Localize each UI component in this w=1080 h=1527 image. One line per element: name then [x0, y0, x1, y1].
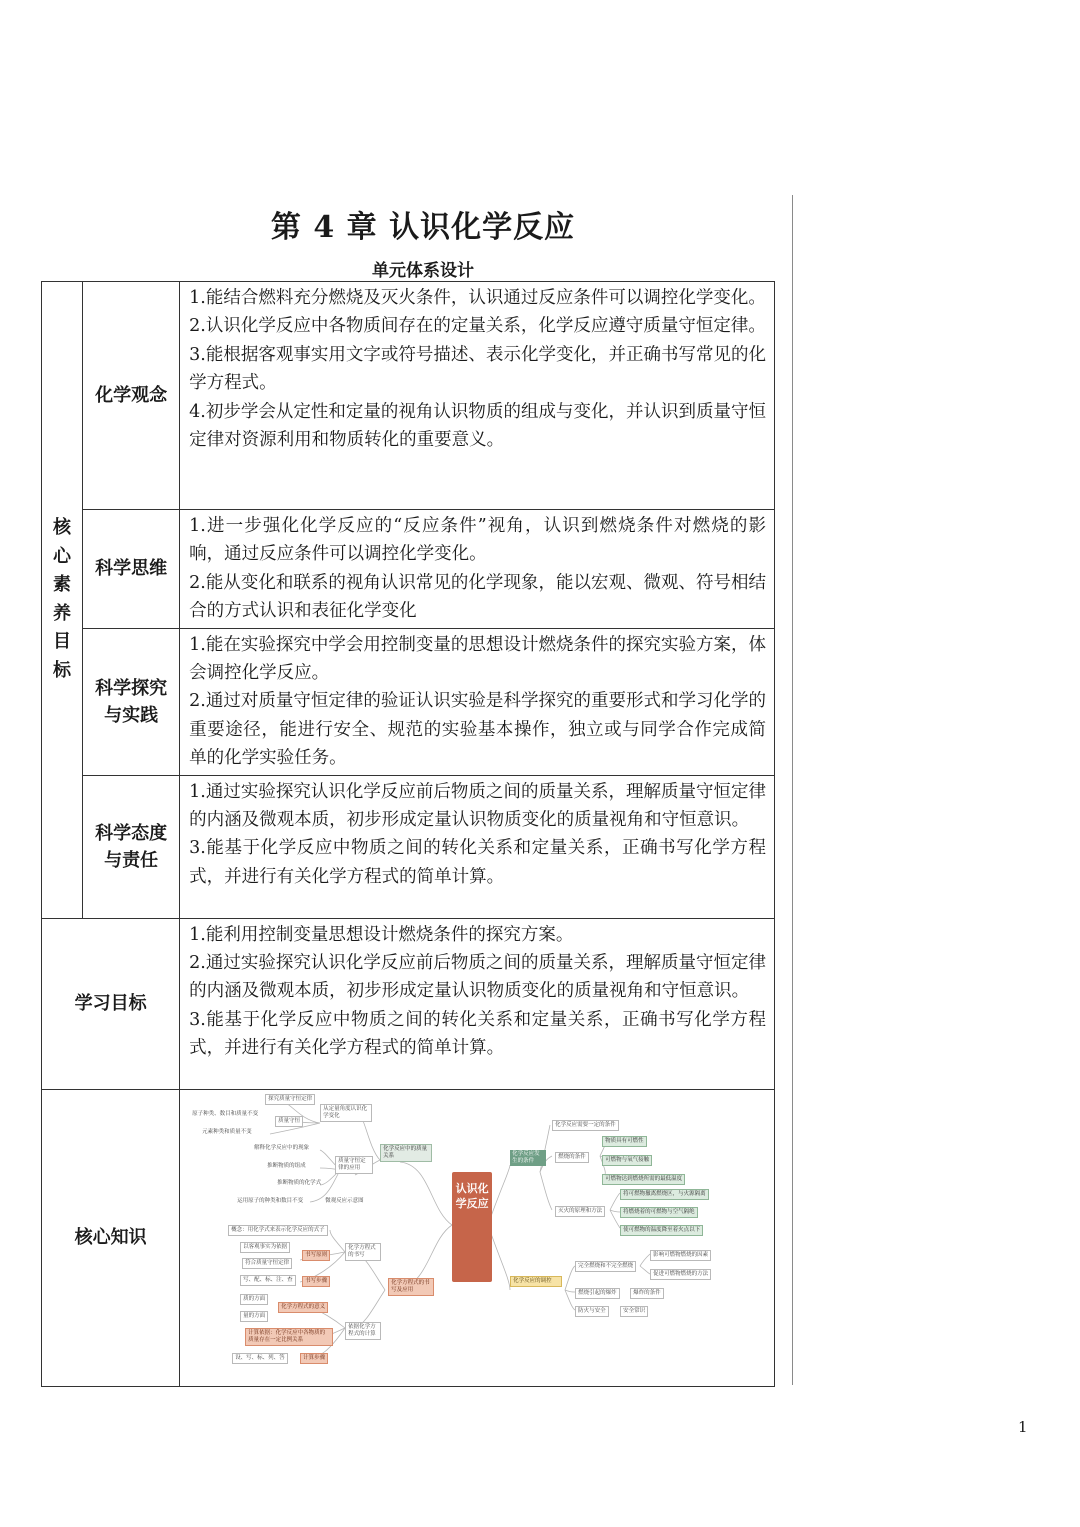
- mindmap-node: 元素种类和质量不变: [202, 1128, 252, 1135]
- mindmap-node: 可燃物达到燃烧所需的最低温度: [602, 1174, 685, 1185]
- table-row: [42, 918, 775, 1089]
- mindmap-node: 写、配、标、注、查: [240, 1275, 296, 1286]
- category-learning-goals: 学习目标: [42, 918, 180, 1089]
- mindmap-node: 推断物质的组成: [267, 1162, 306, 1169]
- core-literacy-label: 核 心 素 养 目 标: [42, 282, 83, 919]
- mindmap-node: 爆炸的条件: [630, 1288, 664, 1299]
- mindmap-control-branch: 化学反应的调控: [510, 1276, 562, 1287]
- mindmap-node: 设、写、标、列、答: [232, 1353, 288, 1364]
- page-number: 1: [1018, 1418, 1028, 1436]
- mindmap-node: 将燃烧着的可燃物与空气隔绝: [620, 1207, 698, 1218]
- page-divider-line: [792, 195, 793, 1385]
- mindmap-node: 解释化学反应中的现象: [254, 1144, 310, 1151]
- mindmap-node: 计算依据：化学反应中各物质的质量存在一定比例关系: [245, 1328, 333, 1346]
- category-core-knowledge: 核心知识: [42, 1089, 180, 1386]
- mindmap-node: 安全常识: [620, 1306, 648, 1317]
- table-row: [42, 282, 775, 510]
- category-scientific-thinking: 科学思维: [83, 510, 180, 629]
- table-row: [42, 510, 775, 629]
- mindmap-node: 化学方程式的书写: [345, 1243, 381, 1261]
- mindmap-node: 灭火的原理和方法: [555, 1206, 605, 1217]
- mindmap-mass-branch: 化学反应中的质量关系: [380, 1144, 432, 1162]
- mindmap-node: 量的方面: [240, 1311, 268, 1322]
- mindmap-node: 依据化学方程式的计算: [345, 1322, 381, 1340]
- mindmap-node: 质量守恒: [275, 1116, 303, 1127]
- mindmap-condition-branch: 化学反应发生的条件: [510, 1150, 546, 1166]
- mindmap-equation-branch: 化学方程式的书写及应用: [388, 1278, 434, 1296]
- mindmap-node: 探究质量守恒定律: [265, 1094, 315, 1105]
- mindmap-node: 质量守恒定律的应用: [335, 1156, 373, 1174]
- mindmap-center: 认识化学反应: [452, 1172, 492, 1282]
- content-chemical-concept: 1.能结合燃料充分燃烧及灭火条件，认识通过反应条件可以调控化学变化。 2.认识化学反应中各物质间存在的定量关系，化学反应遵守质量守恒定律。 3.能根据客观事实用文字或符号描述、表示化学变化，并正确书写常见的化学方程式。 4.初步学会从定性和定量的视角认识物质的组成与变化，并认识到质量守恒定律对资源利用和物质转化的重要意义。: [180, 282, 775, 510]
- content-learning-goals: 1.能利用控制变量思想设计燃烧条件的探究方案。 2.通过实验探究认识化学反应前后物质之间的质量关系，理解质量守恒定律的内涵及微观本质，初步形成定量认识物质变化的质量视角和守恒意识。 3.能基于化学反应中物质之间的转化关系和定量关系，正确书写化学方程式，并进行有关化学方程式的简单计算。: [180, 918, 775, 1089]
- mindmap-node: 书写原则: [302, 1250, 330, 1261]
- mindmap-node: 运用原子的种类和数目不变: [237, 1197, 304, 1204]
- content-scientific-thinking: 1.进一步强化化学反应的“反应条件”视角，认识到燃烧条件对燃烧的影响，通过反应条件可以调控化学变化。 2.能从变化和联系的视角认识常见的化学现象，能以宏观、微观、符号相结合的方式认识和表征化学变化: [180, 510, 775, 629]
- mindmap-node: 书写步骤: [302, 1276, 330, 1287]
- mindmap-node: 推断物质的化学式: [277, 1179, 322, 1186]
- unit-design-table: [41, 281, 775, 1387]
- mindmap-node: 原子种类、数目和质量不变: [192, 1110, 259, 1117]
- mindmap-node: 可燃物与氧气接触: [602, 1155, 652, 1166]
- content-inquiry-practice: 1.能在实验探究中学会用控制变量的思想设计燃烧条件的探究实验方案，体会调控化学反应。 2.通过对质量守恒定律的验证认识实验是科学探究的重要形式和学习化学的重要途径，能进行安全、规范的实验基本操作，独立或与同学合作完成简单的化学实验任务。: [180, 628, 775, 775]
- mindmap-node: 使可燃物的温度降至着火点以下: [620, 1225, 703, 1236]
- mindmap-node: 概念：用化学式来表示化学反应的式子: [228, 1225, 328, 1236]
- mindmap-node: 以客观事实为依据: [240, 1242, 290, 1253]
- mindmap-node: 促进可燃物燃烧的方法: [650, 1269, 711, 1280]
- mind-map: [180, 1090, 774, 1386]
- mindmap-node: 微观反应示意图: [325, 1197, 364, 1204]
- table-row: [42, 775, 775, 918]
- table-row: [42, 628, 775, 775]
- content-attitude-responsibility: 1.通过实验探究认识化学反应前后物质之间的质量关系，理解质量守恒定律的内涵及微观本质，初步形成定量认识物质变化的质量视角和守恒意识。 3.能基于化学反应中物质之间的转化关系和定量关系，正确书写化学方程式，并进行有关化学方程式的简单计算。: [180, 775, 775, 918]
- mindmap-node: 物质具有可燃性: [602, 1136, 647, 1147]
- page-title: 第 4 章 认识化学反应: [270, 210, 576, 245]
- mindmap-node: 符合质量守恒定律: [242, 1258, 292, 1269]
- page-subtitle: 单元体系设计: [372, 261, 474, 281]
- mindmap-node: 计算步骤: [300, 1353, 328, 1364]
- category-inquiry-practice: 科学探究 与实践: [83, 628, 180, 775]
- mindmap-node: 质的方面: [240, 1294, 268, 1305]
- category-chemical-concept: 化学观念: [83, 282, 180, 510]
- table-row: [42, 1089, 775, 1386]
- category-attitude-responsibility: 科学态度 与责任: [83, 775, 180, 918]
- mindmap-node: 从定量角度认识化学变化: [320, 1104, 372, 1122]
- mindmap-node: 化学方程式的意义: [278, 1302, 328, 1313]
- mindmap-cell: [180, 1089, 775, 1386]
- mindmap-node: 燃烧的条件: [555, 1152, 589, 1163]
- mindmap-node: 化学反应需要一定的条件: [552, 1120, 619, 1131]
- mindmap-node: 燃烧引起的爆炸: [575, 1288, 620, 1299]
- mindmap-node: 将可燃物撤离燃烧区，与火源隔离: [620, 1189, 709, 1200]
- mindmap-node: 影响可燃物燃烧的因素: [650, 1250, 711, 1261]
- mindmap-node: 防火与安全: [575, 1306, 609, 1317]
- mindmap-node: 完全燃烧和不完全燃烧: [575, 1261, 636, 1272]
